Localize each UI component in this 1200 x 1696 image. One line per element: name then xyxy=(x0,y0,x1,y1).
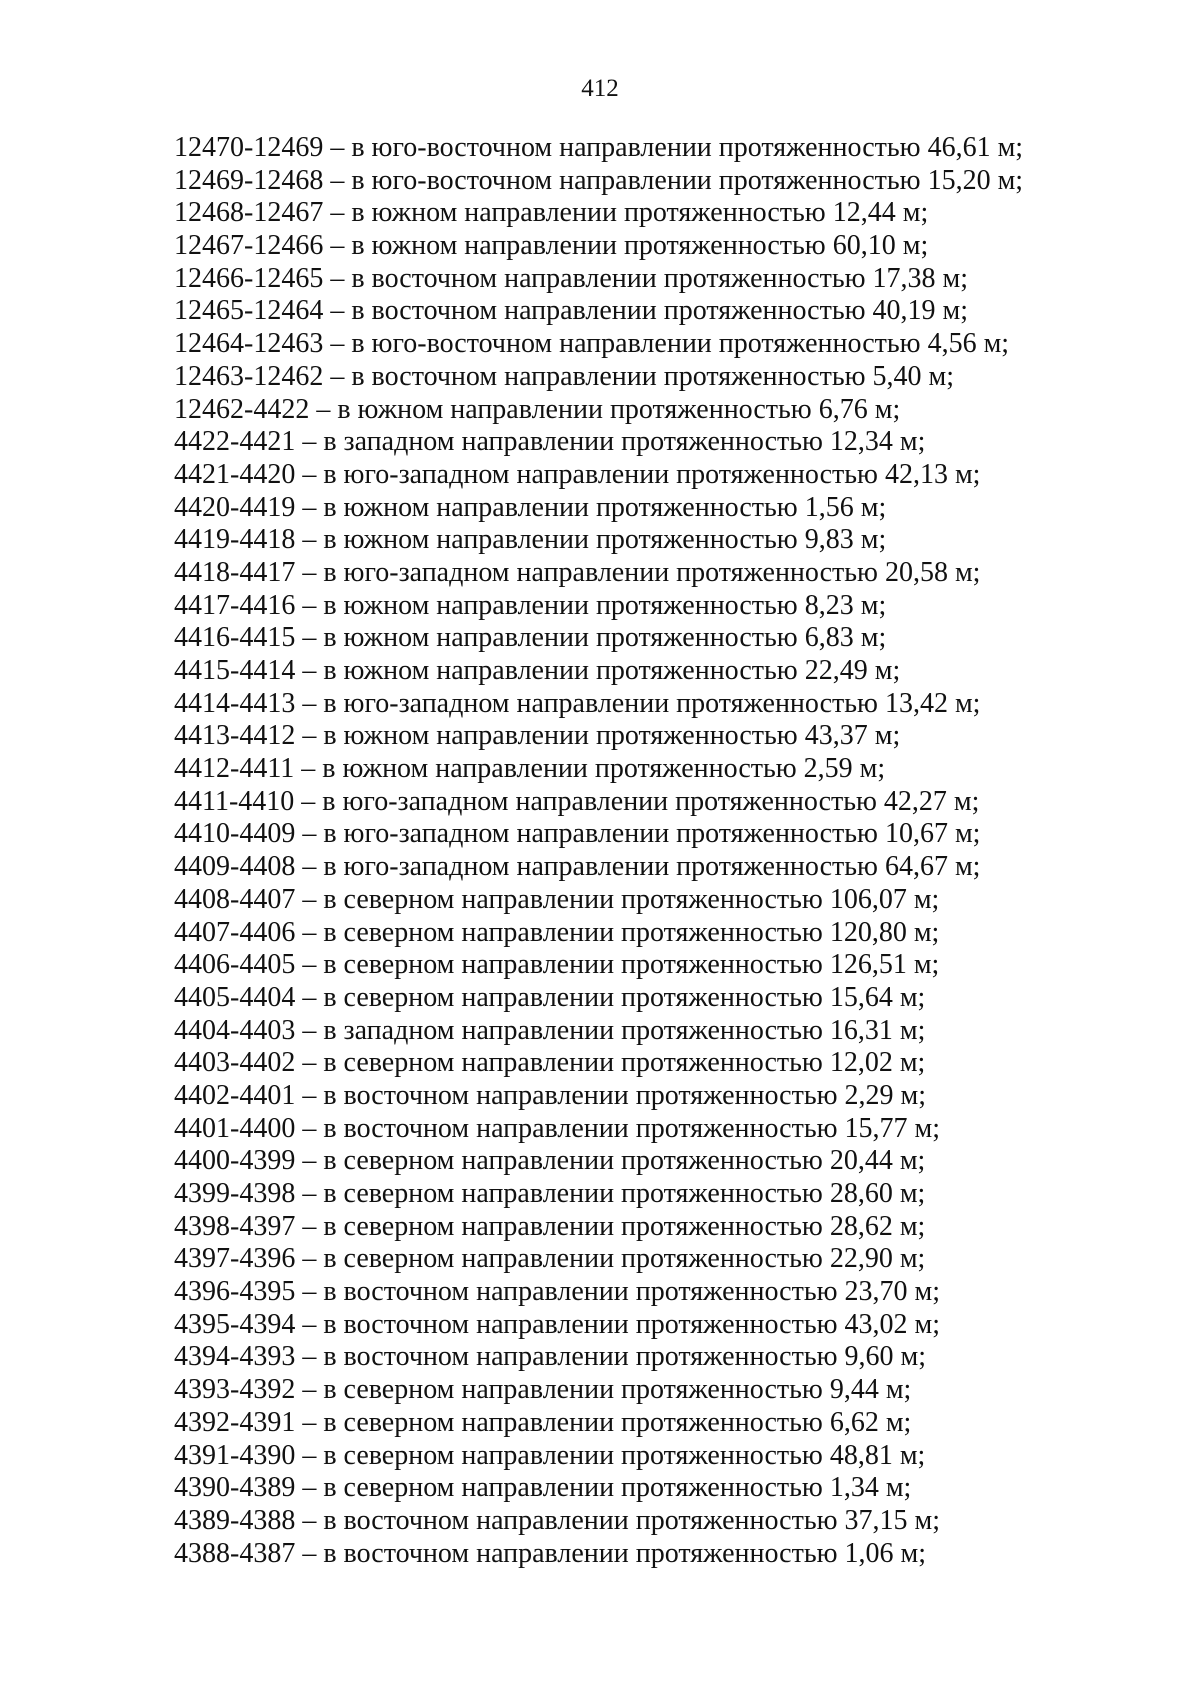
segment-line: 12468-12467 – в южном направлении протяженностью 12,44 м; xyxy=(174,197,929,229)
segment-line: 4409-4408 – в юго-западном направлении протяженностью 64,67 м; xyxy=(174,851,981,883)
segment-list xyxy=(174,132,1134,1570)
segment-line: 4390-4389 – в северном направлении протяженностью 1,34 м; xyxy=(174,1472,912,1504)
segment-line: 4422-4421 – в западном направлении протяженностью 12,34 м; xyxy=(174,426,926,458)
segment-line: 4396-4395 – в восточном направлении протяженностью 23,70 м; xyxy=(174,1276,941,1308)
segment-line: 12466-12465 – в восточном направлении протяженностью 17,38 м; xyxy=(174,262,969,294)
segment-line: 4392-4391 – в северном направлении протяженностью 6,62 м; xyxy=(174,1406,912,1438)
segment-line: 4416-4415 – в южном направлении протяженностью 6,83 м; xyxy=(174,622,887,654)
segment-line: 12465-12464 – в восточном направлении протяженностью 40,19 м; xyxy=(174,295,969,327)
segment-line: 12463-12462 – в восточном направлении протяженностью 5,40 м; xyxy=(174,360,955,392)
segment-line: 4405-4404 – в северном направлении протяженностью 15,64 м; xyxy=(174,981,926,1013)
segment-line: 4407-4406 – в северном направлении протяженностью 120,80 м; xyxy=(174,916,940,948)
segment-line: 4421-4420 – в юго-западном направлении протяженностью 42,13 м; xyxy=(174,458,981,490)
segment-line: 4420-4419 – в южном направлении протяженностью 1,56 м; xyxy=(174,491,887,523)
segment-line: 4389-4388 – в восточном направлении протяженностью 37,15 м; xyxy=(174,1504,941,1536)
segment-line: 4404-4403 – в западном направлении протяженностью 16,31 м; xyxy=(174,1014,926,1046)
segment-line: 4406-4405 – в северном направлении протяженностью 126,51 м; xyxy=(174,949,940,981)
segment-line: 4418-4417 – в юго-западном направлении протяженностью 20,58 м; xyxy=(174,556,981,588)
segment-line: 12467-12466 – в южном направлении протяженностью 60,10 м; xyxy=(174,230,929,262)
segment-line: 4411-4410 – в юго-западном направлении протяженностью 42,27 м; xyxy=(174,785,980,817)
segment-line: 4395-4394 – в восточном направлении протяженностью 43,02 м; xyxy=(174,1308,941,1340)
page-number: 412 xyxy=(581,75,619,102)
segment-line: 4415-4414 – в южном направлении протяженностью 22,49 м; xyxy=(174,655,901,686)
segment-line: 4399-4398 – в северном направлении протяженностью 28,60 м; xyxy=(174,1178,926,1209)
segment-line: 4410-4409 – в юго-западном направлении протяженностью 10,67 м; xyxy=(174,818,981,850)
segment-line: 12470-12469 – в юго-восточном направлении протяженностью 46,61 м; xyxy=(174,132,1024,163)
segment-line: 4401-4400 – в восточном направлении протяженностью 15,77 м; xyxy=(174,1112,941,1144)
segment-line: 4412-4411 – в южном направлении протяженностью 2,59 м; xyxy=(174,753,886,785)
segment-line: 4413-4412 – в южном направлении протяженностью 43,37 м; xyxy=(174,720,901,752)
segment-line: 4394-4393 – в восточном направлении протяженностью 9,60 м; xyxy=(174,1341,927,1373)
segment-line: 4414-4413 – в юго-западном направлении протяженностью 13,42 м; xyxy=(174,687,981,719)
segment-line: 4393-4392 – в северном направлении протяженностью 9,44 м; xyxy=(174,1374,912,1406)
segment-line: 4403-4402 – в северном направлении протяженностью 12,02 м; xyxy=(174,1047,926,1079)
segment-line: 12464-12463 – в юго-восточном направлении протяженностью 4,56 м; xyxy=(174,328,1010,360)
segment-line: 12469-12468 – в юго-восточном направлении протяженностью 15,20 м; xyxy=(174,164,1024,196)
segment-line: 4419-4418 – в южном направлении протяженностью 9,83 м; xyxy=(174,524,887,556)
segment-line: 4408-4407 – в северном направлении протяженностью 106,07 м; xyxy=(174,883,940,915)
segment-line: 4388-4387 – в восточном направлении протяженностью 1,06 м; xyxy=(174,1537,927,1569)
segment-line: 4400-4399 – в северном направлении протяженностью 20,44 м; xyxy=(174,1145,926,1177)
segment-line: 4398-4397 – в северном направлении протяженностью 28,62 м; xyxy=(174,1210,926,1242)
segment-line: 4397-4396 – в северном направлении протяженностью 22,90 м; xyxy=(174,1243,926,1275)
segment-line: 4417-4416 – в южном направлении протяженностью 8,23 м; xyxy=(174,589,887,621)
segment-line: 4402-4401 – в восточном направлении протяженностью 2,29 м; xyxy=(174,1079,927,1111)
segment-line: 12462-4422 – в южном направлении протяженностью 6,76 м; xyxy=(174,393,901,425)
segment-line: 4391-4390 – в северном направлении протяженностью 48,81 м; xyxy=(174,1439,926,1471)
